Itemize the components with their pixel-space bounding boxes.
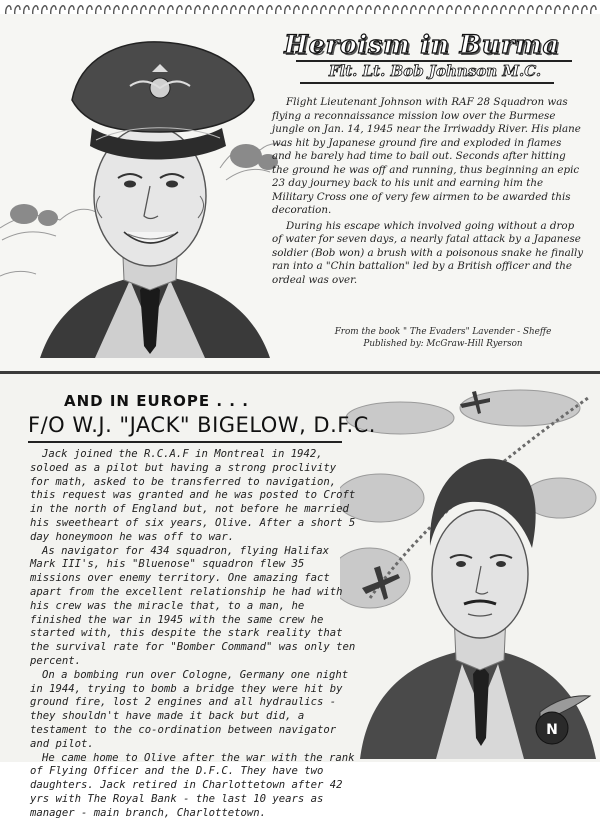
bigelow-paragraph: On a bombing run over Cologne, Germany one night in 1944, trying to bomb a bridge they were hit by ground fire, lost 2 engines and all hydraulics - they shouldn't have made it back but did, a testament to the co-ordination between navigator and pilot.: [30, 668, 349, 750]
burma-title: Heroism in Burma: [284, 30, 560, 59]
europe-heading: AND IN EUROPE . . .: [64, 392, 249, 410]
burma-story: [272, 96, 584, 287]
burma-subtitle: Flt. Lt. Bob Johnson M.C.: [328, 62, 542, 80]
credit-publisher: Published by: McGraw-Hill Ryerson: [363, 339, 523, 349]
bigelow-paragraph: As navigator for 434 squadron, flying Halifax Mark III's, his "Bluenose" squadron flew 35 missions over enemy territory. One amazing fact apart from the excellent relationship he had with his crew was the miracle that, to a man, he finished the war in 1945 with the same crew he started with, this despite the stark reality that the survival rate for "Bomber Command" was only ten percent.: [30, 544, 356, 667]
europe-title-underline: [28, 441, 342, 443]
subtitle-underline: [300, 82, 554, 84]
europe-title: F/O W.J. "JACK" BIGELOW, D.F.C.: [28, 413, 376, 437]
credit-book: From the book " The Evaders" Lavender - Sheffe: [334, 327, 552, 337]
burma-paragraph: During his escape which involved going without a drop of water for seven days, a nearly fatal attack by a Japanese soldier (Bob won) a brush with a poisonous snake he finally ran into a "Chin battalion" led by a British officer and the ordeal was over.: [272, 219, 584, 286]
book-credit: [298, 326, 588, 350]
bigelow-story: [30, 448, 358, 821]
squadron-badge-letter: N: [546, 722, 558, 738]
bigelow-paragraph: He came home to Olive after the war with the rank of Flying Officer and the D.F.C. They have two daughters. Jack retired in Charlottetown after 42 yrs with The Royal Bank - the last 10 years as manager - main branch, Charlottetown.: [30, 751, 355, 819]
bigelow-portrait: [340, 378, 600, 759]
johnson-portrait: [0, 28, 290, 358]
burma-paragraph: Flight Lieutenant Johnson with RAF 28 Squadron was flying a reconnaissance mission low over the Burmese jungle on Jan. 14, 1945 near the Irriwaddy River. His plane was hit by Japanese ground fire and exploded in flames and he barely had time to bail out. Seconds after hitting the ground he was off and running, thus beginning an epic 23 day journey back to his unit and earning him the Military Cross one of very few airmen to be awarded this decoration.: [272, 96, 581, 216]
bigelow-paragraph: Jack joined the R.C.A.F in Montreal in 1942, soloed as a pilot but having a strong proclivity for math, asked to be transferred to navigation, this request was granted and he was posted to Croft in the north of England but, not before he married his sweetheart of six years, Olive. After a short 5 day honeymoon he was off to war.: [30, 448, 356, 543]
